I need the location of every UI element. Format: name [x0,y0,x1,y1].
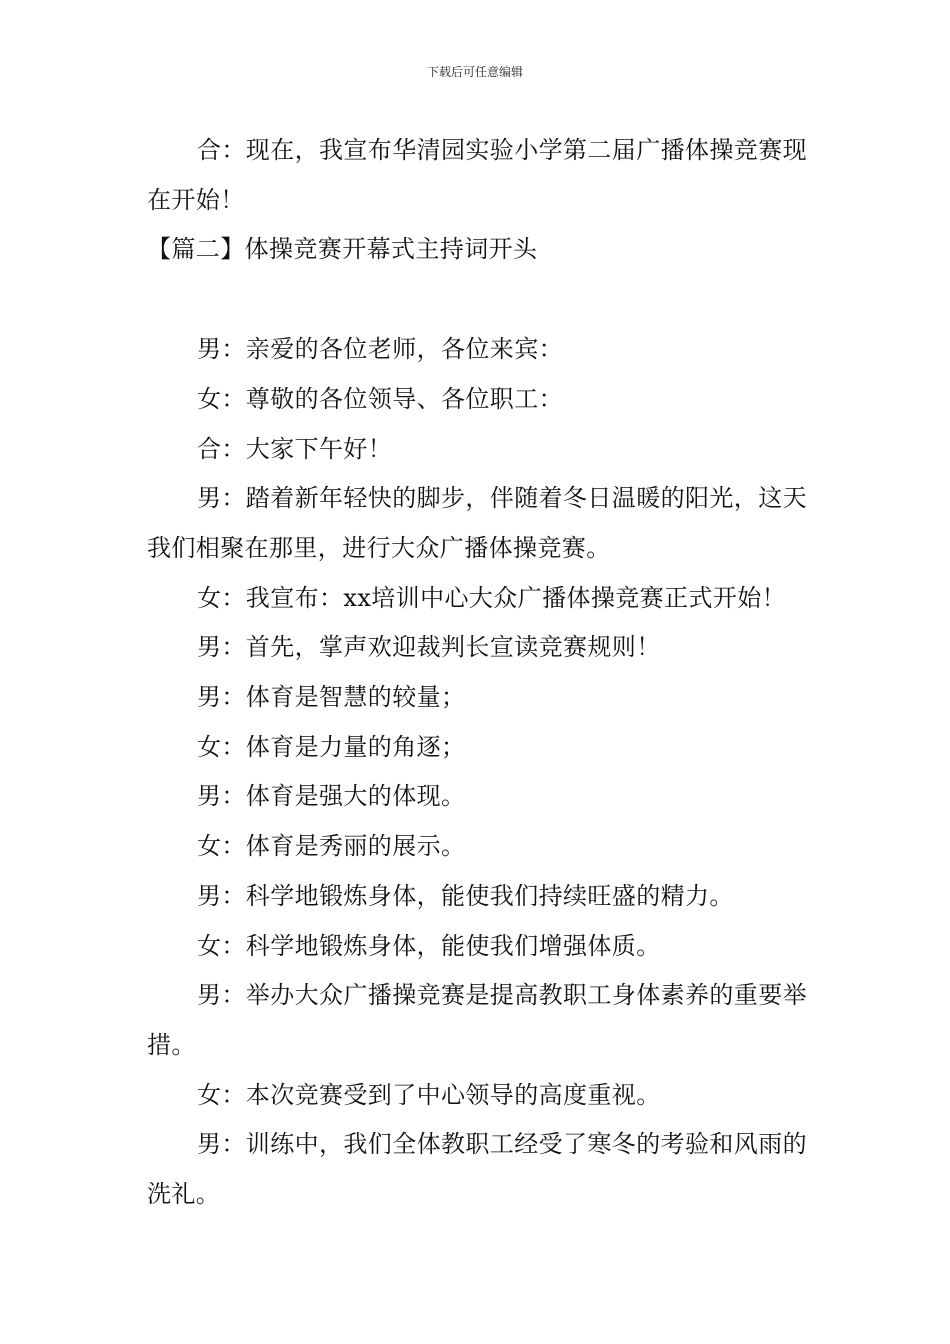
paragraph: 男：训练中，我们全体教职工经受了寒冬的考验和风雨的洗礼。 [147,1130,807,1209]
paragraph: 男：举办大众广播操竞赛是提高教职工身体素养的重要举措。 [147,981,807,1059]
paragraph: 女：本次竞赛受到了中心领导的高度重视。 [197,1080,661,1109]
paragraph: 合：大家下午好！ [197,434,393,463]
paragraph: 男：踏着新年轻快的脚步，伴随着冬日温暖的阳光，这天我们相聚在那里，进行大众广播体操竞赛。 [147,484,807,562]
paragraph: 男：体育是强大的体现。 [197,782,466,811]
section-heading: 【篇二】体操竞赛开幕式主持词开头 [147,235,538,264]
paragraph: 女：体育是力量的角逐； [197,732,466,761]
paragraph: 合：现在，我宣布华清园实验小学第二届广播体操竞赛现在开始！ [147,136,807,214]
paragraph: 女：我宣布：xx培训中心大众广播体操竞赛正式开始！ [197,583,787,612]
paragraph: 男：首先，掌声欢迎裁判长宣读竞赛规则！ [197,633,661,662]
paragraph: 男：亲爱的各位老师，各位来宾： [197,335,563,364]
document-body [147,126,807,1220]
blank-line [147,275,807,325]
paragraph: 男：科学地锻炼身体，能使我们持续旺盛的精力。 [197,881,734,910]
paragraph: 女：体育是秀丽的展示。 [197,832,466,861]
paragraph: 女：科学地锻炼身体，能使我们增强体质。 [197,931,661,960]
page-header: 下载后可任意编辑 [426,65,523,79]
paragraph: 女：尊敬的各位领导、各位职工： [197,384,563,413]
paragraph: 男：体育是智慧的较量； [197,683,466,712]
